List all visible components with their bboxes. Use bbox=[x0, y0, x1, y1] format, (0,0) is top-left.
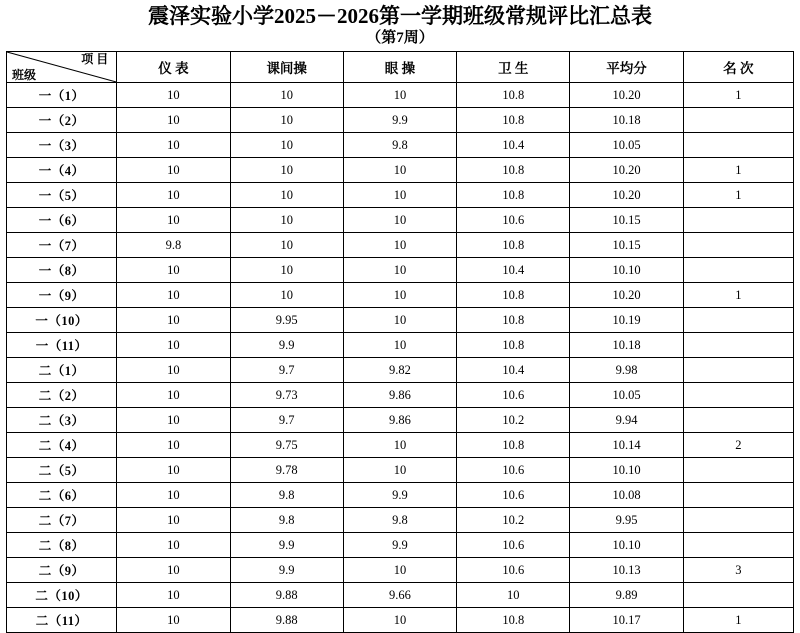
table-row bbox=[7, 383, 794, 408]
cell-average: 10.18 bbox=[570, 333, 683, 358]
cell-appearance: 10 bbox=[117, 308, 230, 333]
cell-average: 10.17 bbox=[570, 608, 683, 633]
table-row bbox=[7, 83, 794, 108]
cell-rank: 1 bbox=[683, 158, 793, 183]
cell-appearance: 9.8 bbox=[117, 233, 230, 258]
cell-eye-exercise: 10 bbox=[343, 458, 456, 483]
cell-exercise: 10 bbox=[230, 108, 343, 133]
cell-appearance: 10 bbox=[117, 558, 230, 583]
cell-rank bbox=[683, 383, 793, 408]
row-class-label: 一（1） bbox=[7, 83, 117, 108]
table-row bbox=[7, 608, 794, 633]
row-class-label: 二（7） bbox=[7, 508, 117, 533]
cell-eye-exercise: 9.82 bbox=[343, 358, 456, 383]
cell-appearance: 10 bbox=[117, 333, 230, 358]
cell-hygiene: 10 bbox=[457, 583, 570, 608]
cell-average: 10.20 bbox=[570, 83, 683, 108]
cell-exercise: 10 bbox=[230, 258, 343, 283]
cell-hygiene: 10.8 bbox=[457, 308, 570, 333]
title-block bbox=[6, 4, 794, 47]
cell-rank: 1 bbox=[683, 183, 793, 208]
cell-hygiene: 10.2 bbox=[457, 508, 570, 533]
cell-eye-exercise: 9.8 bbox=[343, 133, 456, 158]
cell-exercise: 9.9 bbox=[230, 533, 343, 558]
cell-average: 10.20 bbox=[570, 183, 683, 208]
row-class-label: 一（10） bbox=[7, 308, 117, 333]
row-class-label: 二（10） bbox=[7, 583, 117, 608]
corner-project-label: 项 目 bbox=[81, 52, 109, 67]
cell-exercise: 9.9 bbox=[230, 558, 343, 583]
cell-exercise: 9.7 bbox=[230, 358, 343, 383]
cell-hygiene: 10.8 bbox=[457, 433, 570, 458]
table-row bbox=[7, 108, 794, 133]
cell-rank bbox=[683, 233, 793, 258]
table-body bbox=[7, 83, 794, 633]
cell-hygiene: 10.4 bbox=[457, 358, 570, 383]
cell-average: 9.94 bbox=[570, 408, 683, 433]
row-class-label: 一（2） bbox=[7, 108, 117, 133]
row-class-label: 一（11） bbox=[7, 333, 117, 358]
row-class-label: 一（7） bbox=[7, 233, 117, 258]
cell-hygiene: 10.8 bbox=[457, 108, 570, 133]
cell-eye-exercise: 9.9 bbox=[343, 533, 456, 558]
cell-rank bbox=[683, 133, 793, 158]
cell-appearance: 10 bbox=[117, 258, 230, 283]
cell-appearance: 10 bbox=[117, 383, 230, 408]
row-class-label: 二（1） bbox=[7, 358, 117, 383]
cell-exercise: 10 bbox=[230, 158, 343, 183]
column-header-exercise: 课间操 bbox=[230, 52, 343, 83]
cell-hygiene: 10.8 bbox=[457, 158, 570, 183]
cell-hygiene: 10.8 bbox=[457, 333, 570, 358]
row-class-label: 一（3） bbox=[7, 133, 117, 158]
page-subtitle: （第7周） bbox=[366, 30, 434, 47]
cell-rank bbox=[683, 483, 793, 508]
cell-eye-exercise: 10 bbox=[343, 433, 456, 458]
evaluation-table bbox=[6, 51, 794, 633]
cell-eye-exercise: 9.86 bbox=[343, 408, 456, 433]
cell-appearance: 10 bbox=[117, 433, 230, 458]
cell-exercise: 10 bbox=[230, 183, 343, 208]
table-row bbox=[7, 258, 794, 283]
table-row bbox=[7, 183, 794, 208]
cell-rank bbox=[683, 533, 793, 558]
cell-appearance: 10 bbox=[117, 358, 230, 383]
cell-eye-exercise: 10 bbox=[343, 83, 456, 108]
cell-exercise: 9.95 bbox=[230, 308, 343, 333]
cell-hygiene: 10.6 bbox=[457, 208, 570, 233]
table-row bbox=[7, 583, 794, 608]
cell-eye-exercise: 10 bbox=[343, 283, 456, 308]
cell-appearance: 10 bbox=[117, 208, 230, 233]
cell-hygiene: 10.4 bbox=[457, 133, 570, 158]
cell-average: 10.18 bbox=[570, 108, 683, 133]
cell-eye-exercise: 9.9 bbox=[343, 483, 456, 508]
column-header-appearance: 仪 表 bbox=[117, 52, 230, 83]
cell-appearance: 10 bbox=[117, 283, 230, 308]
cell-exercise: 10 bbox=[230, 233, 343, 258]
table-row bbox=[7, 508, 794, 533]
row-class-label: 二（6） bbox=[7, 483, 117, 508]
row-class-label: 二（11） bbox=[7, 608, 117, 633]
cell-eye-exercise: 10 bbox=[343, 233, 456, 258]
row-class-label: 一（8） bbox=[7, 258, 117, 283]
row-class-label: 二（3） bbox=[7, 408, 117, 433]
column-header-rank: 名 次 bbox=[683, 52, 793, 83]
cell-exercise: 9.73 bbox=[230, 383, 343, 408]
cell-eye-exercise: 9.86 bbox=[343, 383, 456, 408]
table-row bbox=[7, 208, 794, 233]
cell-eye-exercise: 10 bbox=[343, 333, 456, 358]
cell-exercise: 10 bbox=[230, 283, 343, 308]
cell-average: 10.08 bbox=[570, 483, 683, 508]
cell-rank bbox=[683, 308, 793, 333]
cell-exercise: 9.88 bbox=[230, 608, 343, 633]
column-header-average: 平均分 bbox=[570, 52, 683, 83]
cell-exercise: 10 bbox=[230, 208, 343, 233]
table-row bbox=[7, 133, 794, 158]
table-row bbox=[7, 483, 794, 508]
cell-hygiene: 10.6 bbox=[457, 483, 570, 508]
cell-exercise: 9.75 bbox=[230, 433, 343, 458]
cell-average: 10.05 bbox=[570, 133, 683, 158]
cell-rank bbox=[683, 458, 793, 483]
cell-rank: 1 bbox=[683, 83, 793, 108]
row-class-label: 一（5） bbox=[7, 183, 117, 208]
cell-appearance: 10 bbox=[117, 83, 230, 108]
table-row bbox=[7, 533, 794, 558]
cell-eye-exercise: 9.66 bbox=[343, 583, 456, 608]
cell-hygiene: 10.8 bbox=[457, 83, 570, 108]
row-class-label: 二（4） bbox=[7, 433, 117, 458]
cell-average: 10.20 bbox=[570, 158, 683, 183]
table-header bbox=[7, 52, 794, 83]
cell-hygiene: 10.8 bbox=[457, 183, 570, 208]
cell-average: 10.10 bbox=[570, 258, 683, 283]
row-class-label: 一（6） bbox=[7, 208, 117, 233]
cell-appearance: 10 bbox=[117, 533, 230, 558]
table-row bbox=[7, 358, 794, 383]
table-row bbox=[7, 283, 794, 308]
cell-rank bbox=[683, 583, 793, 608]
cell-exercise: 9.7 bbox=[230, 408, 343, 433]
cell-exercise: 10 bbox=[230, 83, 343, 108]
cell-appearance: 10 bbox=[117, 133, 230, 158]
cell-average: 9.89 bbox=[570, 583, 683, 608]
cell-appearance: 10 bbox=[117, 408, 230, 433]
cell-rank: 1 bbox=[683, 608, 793, 633]
cell-rank: 2 bbox=[683, 433, 793, 458]
row-class-label: 二（9） bbox=[7, 558, 117, 583]
row-class-label: 二（5） bbox=[7, 458, 117, 483]
table-row bbox=[7, 433, 794, 458]
cell-hygiene: 10.6 bbox=[457, 533, 570, 558]
cell-appearance: 10 bbox=[117, 183, 230, 208]
cell-appearance: 10 bbox=[117, 108, 230, 133]
cell-hygiene: 10.2 bbox=[457, 408, 570, 433]
cell-appearance: 10 bbox=[117, 583, 230, 608]
cell-exercise: 9.9 bbox=[230, 333, 343, 358]
header-row bbox=[7, 52, 794, 83]
cell-average: 9.98 bbox=[570, 358, 683, 383]
table-row bbox=[7, 158, 794, 183]
cell-eye-exercise: 10 bbox=[343, 208, 456, 233]
cell-rank bbox=[683, 333, 793, 358]
cell-appearance: 10 bbox=[117, 608, 230, 633]
cell-hygiene: 10.8 bbox=[457, 233, 570, 258]
corner-class-label: 班级 bbox=[12, 68, 37, 83]
table-row bbox=[7, 558, 794, 583]
table-row bbox=[7, 308, 794, 333]
cell-hygiene: 10.6 bbox=[457, 558, 570, 583]
cell-appearance: 10 bbox=[117, 458, 230, 483]
cell-eye-exercise: 10 bbox=[343, 308, 456, 333]
cell-rank bbox=[683, 508, 793, 533]
cell-hygiene: 10.8 bbox=[457, 608, 570, 633]
page-title: 震泽实验小学2025－2026第一学期班级常规评比汇总表 bbox=[148, 4, 652, 28]
cell-eye-exercise: 9.8 bbox=[343, 508, 456, 533]
row-class-label: 二（8） bbox=[7, 533, 117, 558]
cell-average: 10.20 bbox=[570, 283, 683, 308]
cell-exercise: 9.88 bbox=[230, 583, 343, 608]
cell-appearance: 10 bbox=[117, 508, 230, 533]
cell-rank: 1 bbox=[683, 283, 793, 308]
cell-hygiene: 10.8 bbox=[457, 283, 570, 308]
cell-average: 10.19 bbox=[570, 308, 683, 333]
column-header-eye-exercise: 眼 操 bbox=[343, 52, 456, 83]
column-header-hygiene: 卫 生 bbox=[457, 52, 570, 83]
cell-eye-exercise: 10 bbox=[343, 608, 456, 633]
cell-hygiene: 10.4 bbox=[457, 258, 570, 283]
cell-average: 10.05 bbox=[570, 383, 683, 408]
cell-eye-exercise: 10 bbox=[343, 258, 456, 283]
cell-exercise: 9.78 bbox=[230, 458, 343, 483]
cell-rank bbox=[683, 208, 793, 233]
cell-rank bbox=[683, 258, 793, 283]
cell-exercise: 10 bbox=[230, 133, 343, 158]
cell-average: 10.13 bbox=[570, 558, 683, 583]
table-row bbox=[7, 458, 794, 483]
cell-hygiene: 10.6 bbox=[457, 383, 570, 408]
cell-average: 10.15 bbox=[570, 233, 683, 258]
corner-header-cell bbox=[7, 52, 117, 83]
cell-rank bbox=[683, 408, 793, 433]
cell-eye-exercise: 10 bbox=[343, 558, 456, 583]
cell-appearance: 10 bbox=[117, 158, 230, 183]
cell-exercise: 9.8 bbox=[230, 483, 343, 508]
row-class-label: 一（9） bbox=[7, 283, 117, 308]
cell-rank bbox=[683, 358, 793, 383]
cell-exercise: 9.8 bbox=[230, 508, 343, 533]
cell-average: 10.10 bbox=[570, 533, 683, 558]
table-row bbox=[7, 408, 794, 433]
cell-average: 9.95 bbox=[570, 508, 683, 533]
cell-rank bbox=[683, 108, 793, 133]
cell-rank: 3 bbox=[683, 558, 793, 583]
row-class-label: 一（4） bbox=[7, 158, 117, 183]
cell-average: 10.10 bbox=[570, 458, 683, 483]
table-row bbox=[7, 233, 794, 258]
cell-average: 10.15 bbox=[570, 208, 683, 233]
row-class-label: 二（2） bbox=[7, 383, 117, 408]
cell-eye-exercise: 9.9 bbox=[343, 108, 456, 133]
cell-hygiene: 10.6 bbox=[457, 458, 570, 483]
cell-eye-exercise: 10 bbox=[343, 183, 456, 208]
cell-average: 10.14 bbox=[570, 433, 683, 458]
table-row bbox=[7, 333, 794, 358]
cell-eye-exercise: 10 bbox=[343, 158, 456, 183]
cell-appearance: 10 bbox=[117, 483, 230, 508]
